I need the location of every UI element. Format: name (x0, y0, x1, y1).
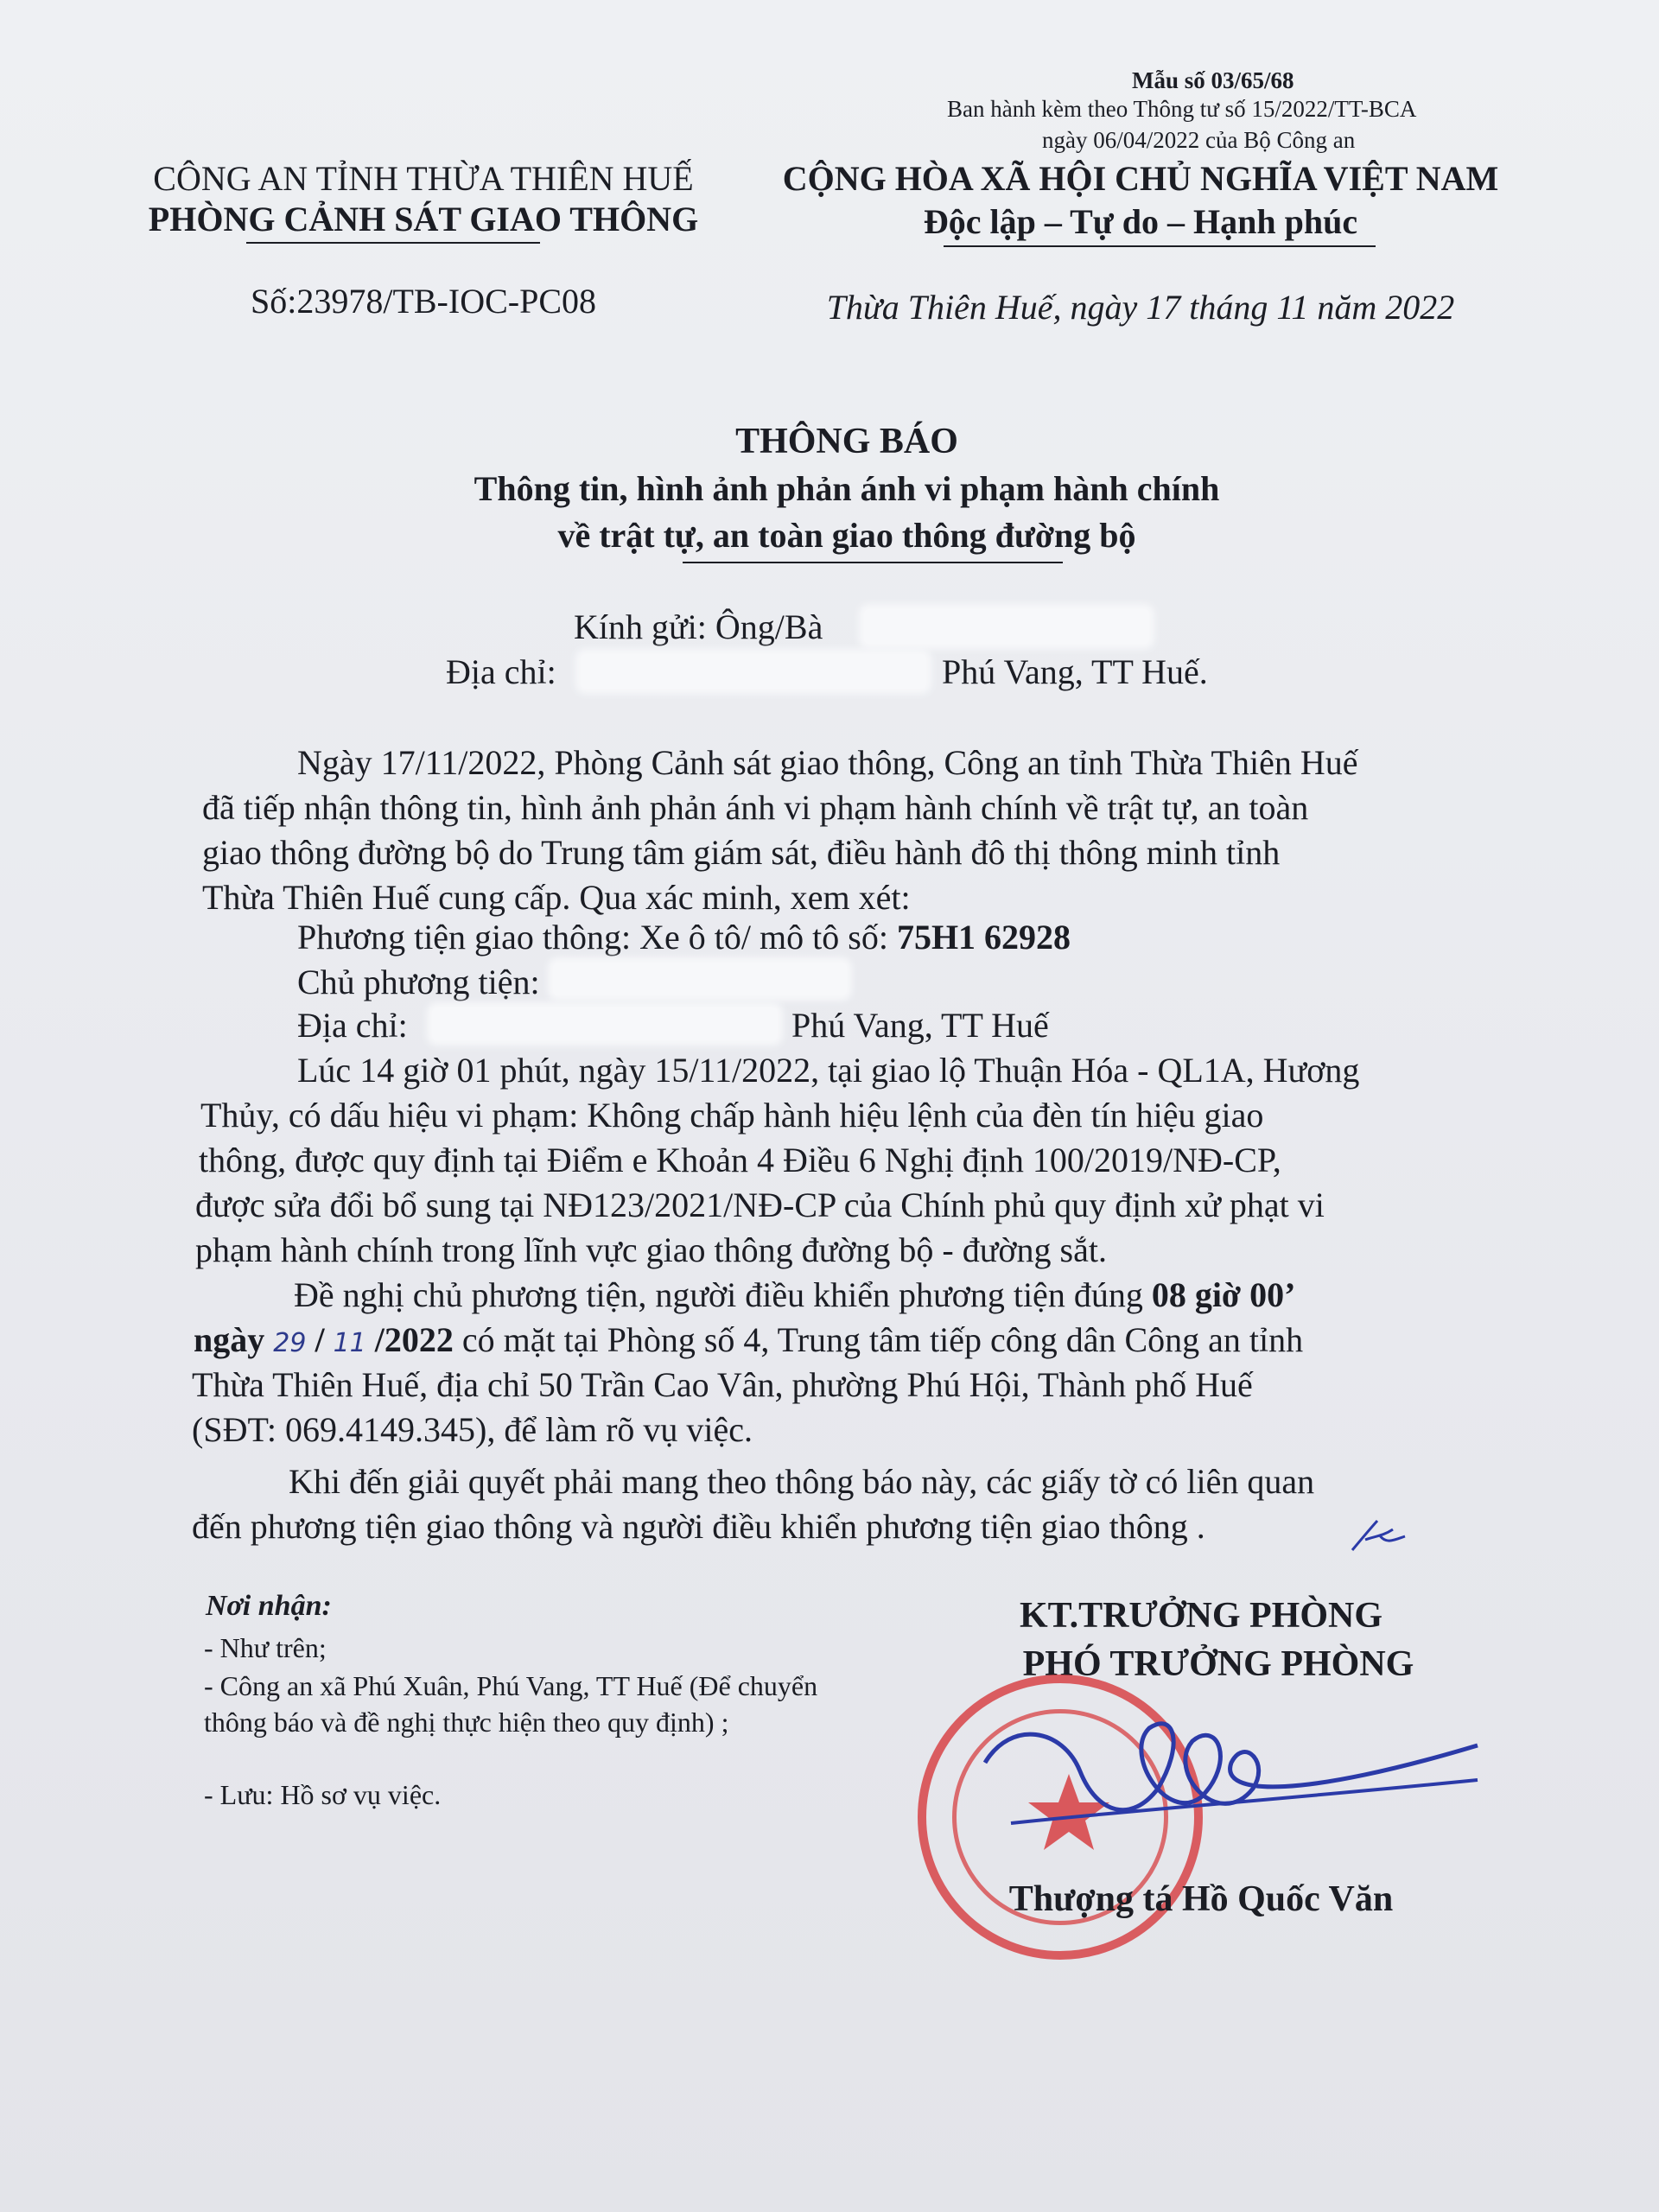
receiver-item-2: - Công an xã Phú Xuân, Phú Vang, TT Huế (Để chuyển thông báo và đề nghị thực hiện theo quy định) ; (204, 1670, 818, 1738)
para4-line1: Khi đến giải quyết phải mang theo thông báo này, các giấy tờ có liên quan (289, 1462, 1315, 1501)
notice-subtitle-1: Thông tin, hình ảnh phản ánh vi phạm hành chính (474, 469, 1220, 508)
para1-line1: Ngày 17/11/2022, Phòng Cảnh sát giao thông, Công an tỉnh Thừa Thiên Huế (297, 743, 1358, 782)
para3-line4: (SĐT: 069.4149.345), để làm rõ vụ việc. (192, 1410, 753, 1449)
recipient-address-suffix: Phú Vang, TT Huế. (942, 652, 1208, 691)
agency-parent: CÔNG AN TỈNH THỪA THIÊN HUẾ (153, 159, 694, 198)
signer-role-2: PHÓ TRƯỞNG PHÒNG (1022, 1644, 1414, 1684)
handwritten-month: 11 (333, 1328, 366, 1358)
receiver-item-1: - Như trên; (204, 1632, 327, 1663)
appointment-day-label: ngày (194, 1320, 265, 1359)
vehicle-plate: 75H1 62928 (896, 918, 1071, 957)
appointment-time: 08 giờ 00’ (1151, 1275, 1296, 1314)
notice-subtitle-2: về trật tự, an toàn giao thông đường bộ (557, 516, 1136, 555)
para1-line2: đã tiếp nhận thông tin, hình ảnh phản ánh vi phạm hành chính về trật tự, an toàn (202, 788, 1309, 827)
para2-line3: thông, được quy định tại Điểm e Khoản 4 Điều 6 Nghị định 100/2019/NĐ-CP, (199, 1141, 1281, 1179)
agency-underline (246, 242, 540, 244)
redacted-recipient-address (581, 654, 926, 689)
receiver-item-3: - Lưu: Hồ sơ vụ việc. (204, 1779, 442, 1810)
para3-line1-text: Đề nghị chủ phương tiện, người điều khiển phương tiện đúng (294, 1275, 1143, 1314)
notice-title: THÔNG BÁO (735, 422, 958, 461)
para3-line2 (194, 1318, 1303, 1366)
date-slash: / (315, 1320, 325, 1359)
initial-mark (1348, 1514, 1408, 1557)
nation-title: CỘNG HÒA XÃ HỘI CHỦ NGHĨA VIỆT NAM (782, 159, 1499, 198)
para1-line3: giao thông đường bộ do Trung tâm giám sát, điều hành đô thị thông minh tỉnh (202, 833, 1281, 872)
receivers-title: Nơi nhận: (206, 1590, 332, 1622)
recipient-greeting: Kính gửi: Ông/Bà (574, 607, 823, 646)
title-underline (683, 562, 1063, 563)
redacted-owner-address (432, 1007, 778, 1040)
para3-line3: Thừa Thiên Huế, địa chỉ 50 Trần Cao Vân, phường Phú Hội, Thành phố Huế (192, 1365, 1253, 1404)
owner-label: Chủ phương tiện: (297, 963, 540, 1001)
signer-role-1: KT.TRƯỞNG PHÒNG (1020, 1596, 1382, 1636)
form-issued-line1: Ban hành kèm theo Thông tư số 15/2022/TT-BCA (947, 96, 1417, 122)
handwritten-day: 29 (273, 1328, 307, 1358)
para2-line4: được sửa đổi bổ sung tại NĐ123/2021/NĐ-CP của Chính phủ quy định xử phạt vi (195, 1185, 1325, 1224)
para2-line1: Lúc 14 giờ 01 phút, ngày 15/11/2022, tại giao lộ Thuận Hóa - QL1A, Hương (297, 1051, 1360, 1090)
redacted-recipient-name (864, 609, 1149, 644)
handwritten-signature (959, 1694, 1486, 1840)
para3-line1 (294, 1273, 1295, 1318)
para3-line2-rest: có mặt tại Phòng số 4, Trung tâm tiếp công dân Công an tỉnh (461, 1320, 1304, 1359)
signer-name: Thượng tá Hồ Quốc Văn (1008, 1879, 1394, 1919)
para4-line2: đến phương tiện giao thông và người điều khiển phương tiện giao thông . (192, 1507, 1205, 1546)
agency-name: PHÒNG CẢNH SÁT GIAO THÔNG (148, 200, 699, 238)
vehicle-line (297, 915, 1071, 960)
form-issued-line2: ngày 06/04/2022 của Bộ Công an (1042, 127, 1356, 153)
recipient-address-label: Địa chỉ: (446, 652, 556, 691)
nation-motto: Độc lập – Tự do – Hạnh phúc (923, 202, 1358, 241)
para2-line5: phạm hành chính trong lĩnh vực giao thông đường bộ - đường sắt. (195, 1230, 1107, 1269)
form-number: Mẫu số 03/65/68 (1132, 67, 1294, 93)
motto-underline (944, 245, 1376, 247)
place-date: Thừa Thiên Huế, ngày 17 tháng 11 năm 2022 (826, 288, 1455, 327)
appointment-year: /2022 (374, 1320, 454, 1359)
owner-address-label: Địa chỉ: (297, 1006, 408, 1045)
document-number: Số:23978/TB-IOC-PC08 (250, 282, 597, 321)
para1-line4: Thừa Thiên Huế cung cấp. Qua xác minh, xem xét: (202, 878, 911, 917)
redacted-owner-name (553, 963, 847, 995)
owner-address-suffix: Phú Vang, TT Huế (791, 1006, 1049, 1045)
para2-line2: Thủy, có dấu hiệu vi phạm: Không chấp hành hiệu lệnh của đèn tín hiệu giao (200, 1096, 1264, 1135)
vehicle-label: Phương tiện giao thông: Xe ô tô/ mô tô số: (297, 918, 888, 957)
